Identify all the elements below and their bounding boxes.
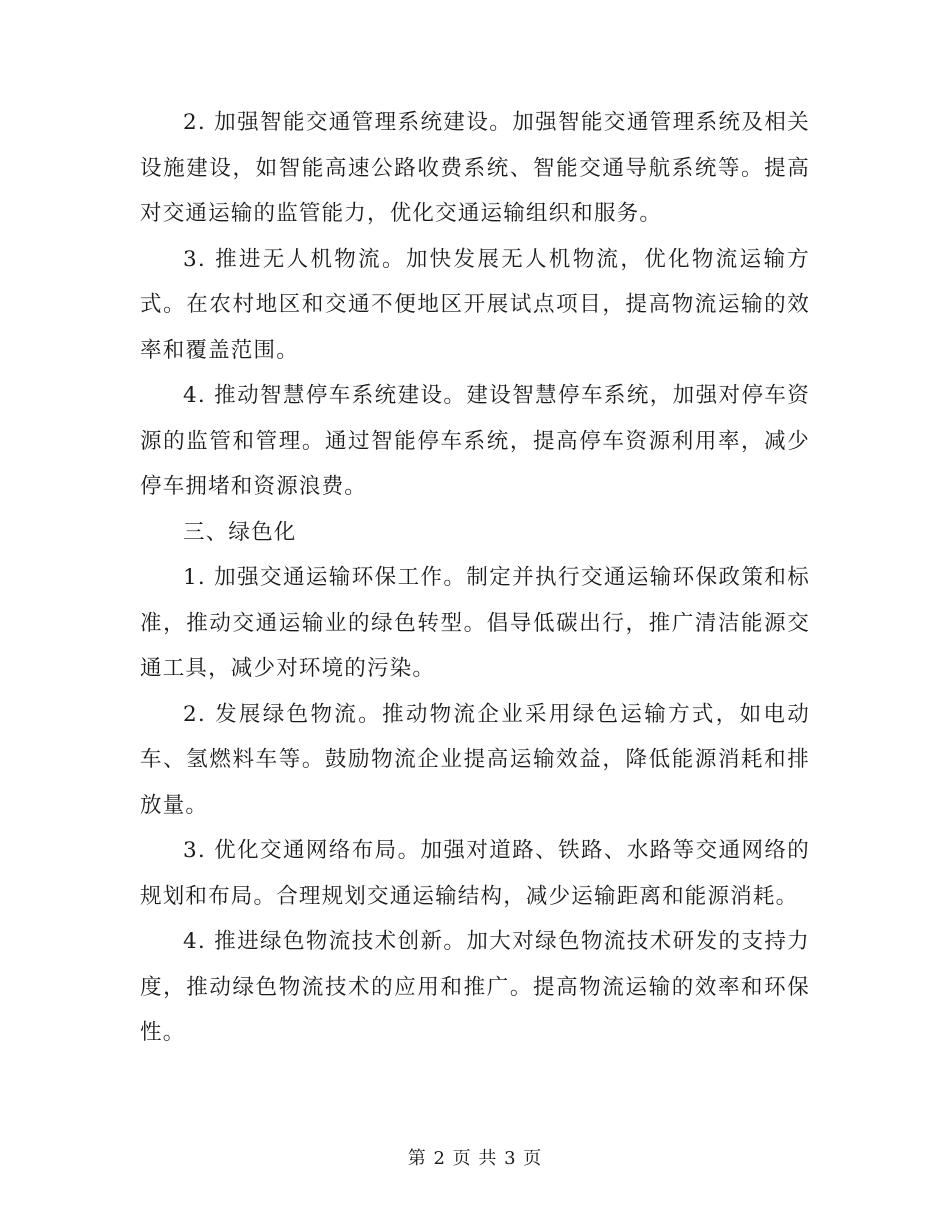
section-heading-green: 三、绿色化	[183, 519, 297, 545]
paragraph-drone-logistics: 3. 推进无人机物流。加快发展无人机物流，优化物流运输方式。在农村地区和交通不便地区开展试点项目，提高物流运输的效率和覆盖范围。	[140, 246, 810, 363]
page-content	[140, 100, 810, 1056]
paragraph-green-logistics: 2. 发展绿色物流。推动物流企业采用绿色运输方式，如电动车、氢燃料车等。鼓励物流企业提高运输效益，降低能源消耗和排放量。	[140, 701, 810, 818]
page-footer: 第 2 页 共 3 页	[407, 1148, 543, 1169]
paragraph-network-layout: 3. 优化交通网络布局。加强对道路、铁路、水路等交通网络的规划和布局。合理规划交通运输结构，减少运输距离和能源消耗。	[140, 838, 810, 909]
paragraph-green-tech-innovation: 4. 推进绿色物流技术创新。加大对绿色物流技术研发的支持力度，推动绿色物流技术的应用和推广。提高物流运输的效率和环保性。	[140, 929, 810, 1045]
paragraph-smart-traffic-management: 2. 加强智能交通管理系统建设。加强智能交通管理系统及相关设施建设，如智能高速公路收费系统、智能交通导航系统等。提高对交通运输的监管能力，优化交通运输组织和服务。	[140, 110, 810, 226]
paragraph-smart-parking: 4. 推动智慧停车系统建设。建设智慧停车系统，加强对停车资源的监管和管理。通过智能停车系统，提高停车资源利用率，减少停车拥堵和资源浪费。	[140, 383, 810, 499]
paragraph-environmental-protection: 1. 加强交通运输环保工作。制定并执行交通运输环保政策和标准，推动交通运输业的绿色转型。倡导低碳出行，推广清洁能源交通工具，减少对环境的污染。	[140, 565, 810, 681]
